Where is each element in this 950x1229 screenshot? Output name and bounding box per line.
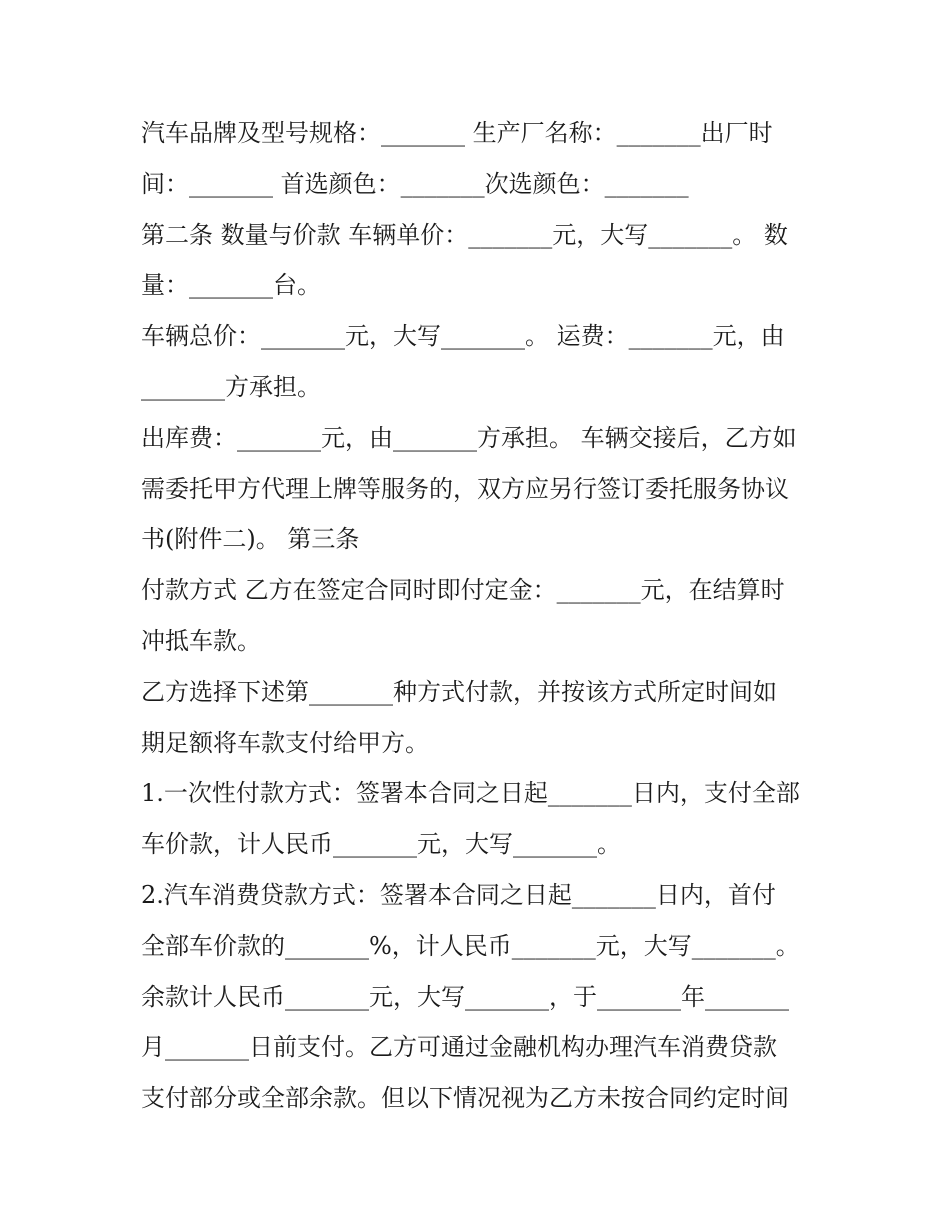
text-line-19: 月_______日前支付。乙方可通过金融机构办理汽车消费贷款 [141,1033,777,1062]
text-line-9: 书(附件二)。 第三条 [141,525,360,554]
contract-body [141,108,821,1124]
text-line-12: 乙方选择下述第_______种方式付款，并按该方式所定时间如 [141,677,777,706]
text-line-6: _______方承担。 [141,372,321,401]
text-line-1: 汽车品牌及型号规格：_______ 生产厂名称：_______出厂时 [141,119,773,147]
text-line-8: 需委托甲方代理上牌等服务的，双方应另行签订委托服务协议 [141,474,789,503]
text-line-7: 出库费：_______元，由_______方承担。 车辆交接后，乙方如 [141,423,797,452]
text-line-11: 冲抵车款。 [141,626,261,655]
text-line-4: 量：_______台。 [141,271,321,300]
text-line-13: 期足额将车款支付给甲方。 [141,728,429,757]
text-line-3: 第二条 数量与价款 车辆单价：_______元，大写_______。 数 [141,220,788,249]
text-line-18: 余款计人民币_______元，大写_______，于_______年_______ [141,982,789,1011]
text-line-14: 1.一次性付款方式：签署本合同之日起_______日内，支付全部 [141,779,800,808]
text-line-15: 车价款，计人民币_______元，大写_______。 [141,830,621,859]
text-line-17: 全部车价款的_______%，计人民币_______元，大写_______。 [141,931,800,960]
text-line-16: 2.汽车消费贷款方式：签署本合同之日起_______日内，首付 [141,880,776,909]
text-line-20: 支付部分或全部余款。但以下情况视为乙方未按合同约定时间 [141,1084,789,1113]
text-line-5: 车辆总价：_______元，大写_______。 运费：_______元，由 [141,322,785,351]
text-line-2: 间：_______ 首选颜色：_______次选颜色：_______ [141,169,689,198]
text-line-10: 付款方式 乙方在签定合同时即付定金：_______元，在结算时 [141,576,785,605]
